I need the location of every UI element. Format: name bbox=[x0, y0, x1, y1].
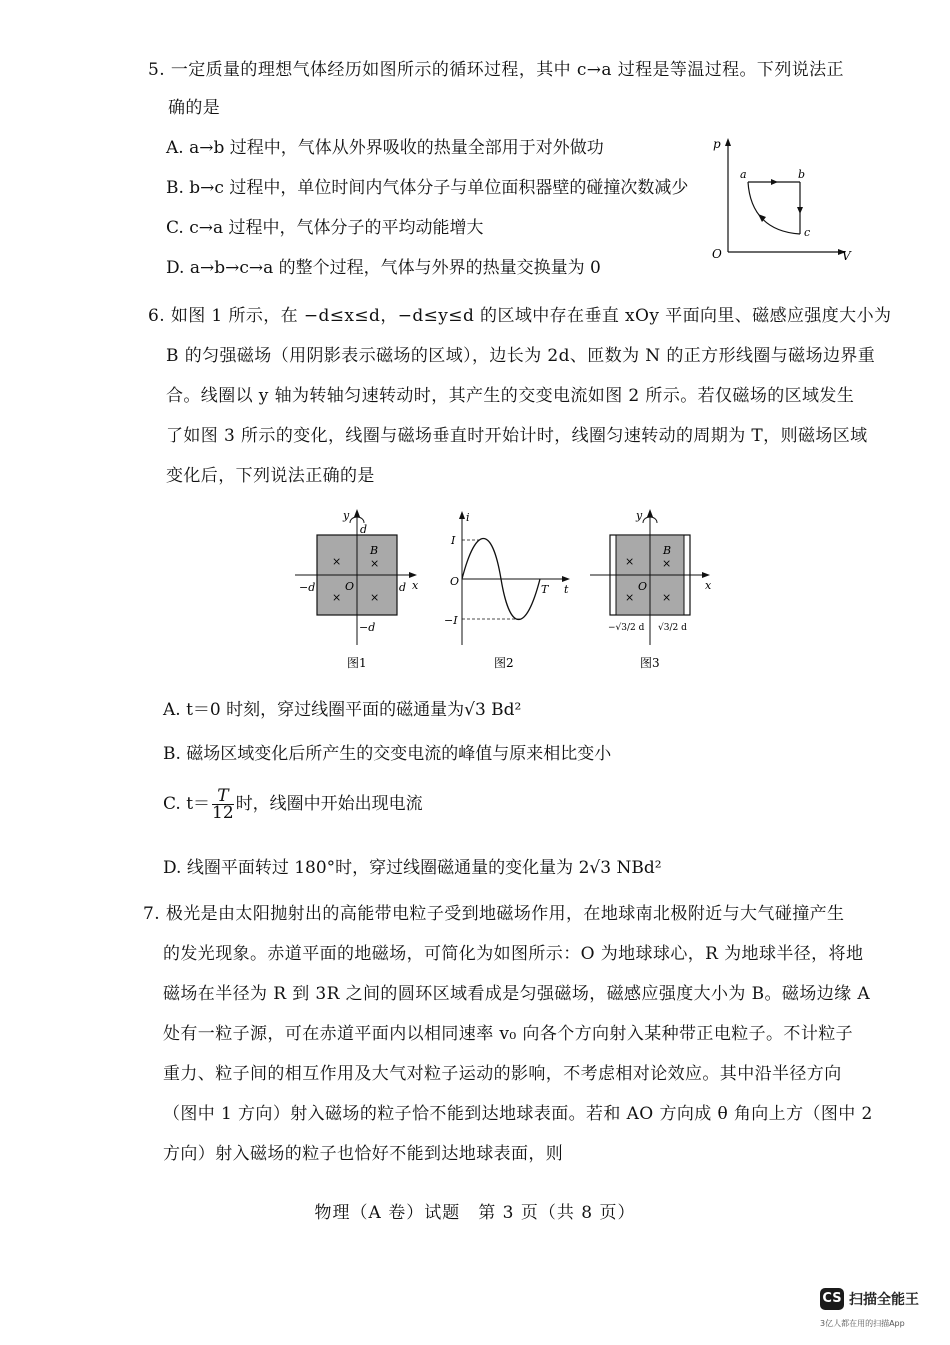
arrow-ab bbox=[771, 179, 778, 185]
q7-stem-line-5: 重力、粒子间的相互作用及大气对粒子运动的影响，不考虑相对论效应。其中沿半径方向 bbox=[163, 1064, 842, 1084]
cross-mark: × bbox=[662, 557, 672, 570]
q5-option-b: B. b→c 过程中，单位时间内气体分子与单位面积器壁的碰撞次数减少 bbox=[166, 178, 689, 198]
q7-stem-line-7: 方向）射入磁场的粒子也恰好不能到达地球表面，则 bbox=[163, 1144, 564, 1164]
x-label: x bbox=[412, 579, 419, 592]
figure-3-caption: 图3 bbox=[640, 656, 660, 670]
q5-option-d: D. a→b→c→a 的整个过程，气体与外界的热量交换量为 0 bbox=[166, 258, 601, 278]
point-b-label: b bbox=[798, 168, 806, 181]
q6-stem-line-1: 6. 如图 1 所示，在 −d≤x≤d，−d≤y≤d 的区域中存在垂直 xOy 平面向里、磁感应强度大小为 bbox=[148, 306, 892, 326]
fraction-denominator: 12 bbox=[212, 803, 234, 823]
q6-option-c-prefix: C. t＝ bbox=[163, 794, 211, 814]
arrow-bc bbox=[797, 207, 803, 214]
q5-stem-line-2: 确的是 bbox=[168, 98, 221, 118]
x-label: x bbox=[705, 579, 712, 592]
y-label: y bbox=[636, 509, 643, 522]
origin-label: O bbox=[345, 580, 355, 593]
q7-stem-line-3: 磁场在半径为 R 到 3R 之间的圆环区域看成是匀强磁场，磁感应强度大小为 B。磁场边缘 A bbox=[163, 984, 871, 1004]
cross-mark: × bbox=[625, 591, 635, 604]
cross-mark: × bbox=[370, 591, 380, 604]
scanner-logo bbox=[820, 1288, 940, 1338]
origin-label: O bbox=[638, 580, 648, 593]
q5-pv-diagram bbox=[708, 134, 853, 264]
cs-badge-icon: CS bbox=[820, 1288, 844, 1310]
q6-option-a: A. t＝0 时刻，穿过线圈平面的磁通量为√3 Bd² bbox=[163, 700, 522, 720]
t-axis-arrow bbox=[562, 576, 570, 582]
y-label: y bbox=[343, 509, 350, 522]
q6-figure-3 bbox=[590, 505, 720, 675]
q6-option-d: D. 线圈平面转过 180°时，穿过线圈磁通量的变化量为 2√3 NBd² bbox=[163, 858, 662, 878]
v-label: V bbox=[842, 249, 851, 263]
d-right-label: d bbox=[399, 581, 407, 594]
left-fraction-label: −√3/2 d bbox=[608, 623, 645, 633]
cross-mark: × bbox=[332, 591, 342, 604]
q6-stem-line-5: 变化后，下列说法正确的是 bbox=[166, 466, 375, 486]
q5-option-a: A. a→b 过程中，气体从外界吸收的热量全部用于对外做功 bbox=[166, 138, 604, 158]
p-label: p bbox=[713, 137, 721, 151]
y-axis-arrow bbox=[647, 509, 653, 517]
q6-figure-1 bbox=[295, 505, 425, 675]
origin-label: O bbox=[712, 247, 722, 261]
b-label: B bbox=[663, 544, 672, 557]
p-axis-arrow bbox=[725, 138, 731, 146]
cross-mark: × bbox=[625, 555, 635, 568]
d-left-label: −d bbox=[299, 581, 316, 594]
cross-mark: × bbox=[662, 591, 672, 604]
point-c-label: c bbox=[804, 226, 811, 239]
right-fraction-label: √3/2 d bbox=[658, 623, 687, 633]
period-label: T bbox=[541, 583, 549, 596]
q5-option-c: C. c→a 过程中，气体分子的平均动能增大 bbox=[166, 218, 484, 238]
cross-mark: × bbox=[370, 557, 380, 570]
q6-option-c-fraction bbox=[212, 788, 234, 821]
origin-label: O bbox=[450, 575, 460, 588]
d-bottom-label: −d bbox=[359, 621, 376, 634]
scanner-slogan: 3亿人都在用的扫描App bbox=[820, 1319, 905, 1328]
q7-stem-line-1: 7. 极光是由太阳抛射出的高能带电粒子受到地磁场作用，在地球南北极附近与大气碰撞产生 bbox=[143, 904, 845, 924]
figure-1-caption: 图1 bbox=[347, 656, 367, 670]
fraction-numerator: T bbox=[212, 788, 234, 805]
q7-stem-line-2: 的发光现象。赤道平面的地磁场，可简化为如图所示：O 为地球球心，R 为地球半径，将地 bbox=[163, 944, 864, 964]
q6-stem-line-3: 合。线圈以 y 轴为转轴匀速转动时，其产生的交变电流如图 2 所示。若仅磁场的区域发生 bbox=[166, 386, 855, 406]
x-axis-arrow bbox=[702, 572, 710, 578]
d-top-label: d bbox=[360, 523, 368, 536]
point-a-label: a bbox=[740, 168, 747, 181]
cross-mark: × bbox=[332, 555, 342, 568]
process-ca bbox=[748, 182, 800, 234]
q6-option-c bbox=[163, 786, 423, 822]
page-footer: 物理（A 卷）试题 第 3 页（共 8 页） bbox=[314, 1203, 636, 1223]
i-axis-arrow bbox=[459, 511, 465, 519]
i-min-label: −I bbox=[444, 614, 458, 627]
q7-stem-line-4: 处有一粒子源，可在赤道平面内以相同速率 v₀ 向各个方向射入某种带正电粒子。不计粒子 bbox=[163, 1024, 854, 1044]
q6-option-c-suffix: 时，线圈中开始出现电流 bbox=[235, 794, 423, 814]
figure-2-caption: 图2 bbox=[494, 656, 514, 670]
i-label: i bbox=[466, 511, 470, 524]
scanner-app-name: 扫描全能王 bbox=[849, 1292, 919, 1308]
q7-stem-line-6: （图中 1 方向）射入磁场的粒子恰不能到达地球表面。若和 AO 方向成 θ 角向上方（图中 2 bbox=[163, 1104, 873, 1124]
i-max-label: I bbox=[451, 534, 456, 547]
q6-stem-line-2: B 的匀强磁场（用阴影表示磁场的区域），边长为 2d、匝数为 N 的正方形线圈与磁场边界重 bbox=[166, 346, 876, 366]
y-axis-arrow bbox=[354, 509, 360, 517]
q5-stem-line-1: 5. 一定质量的理想气体经历如图所示的循环过程，其中 c→a 过程是等温过程。下列说法正 bbox=[148, 60, 844, 80]
q6-figure-2 bbox=[440, 505, 575, 675]
b-label: B bbox=[370, 544, 379, 557]
x-axis-arrow bbox=[409, 572, 417, 578]
t-label: t bbox=[564, 583, 569, 596]
q6-option-b: B. 磁场区域变化后所产生的交变电流的峰值与原来相比变小 bbox=[163, 744, 612, 764]
q6-stem-line-4: 了如图 3 所示的变化，线圈与磁场垂直时开始计时，线圈匀速转动的周期为 T，则磁场区域 bbox=[166, 426, 868, 446]
